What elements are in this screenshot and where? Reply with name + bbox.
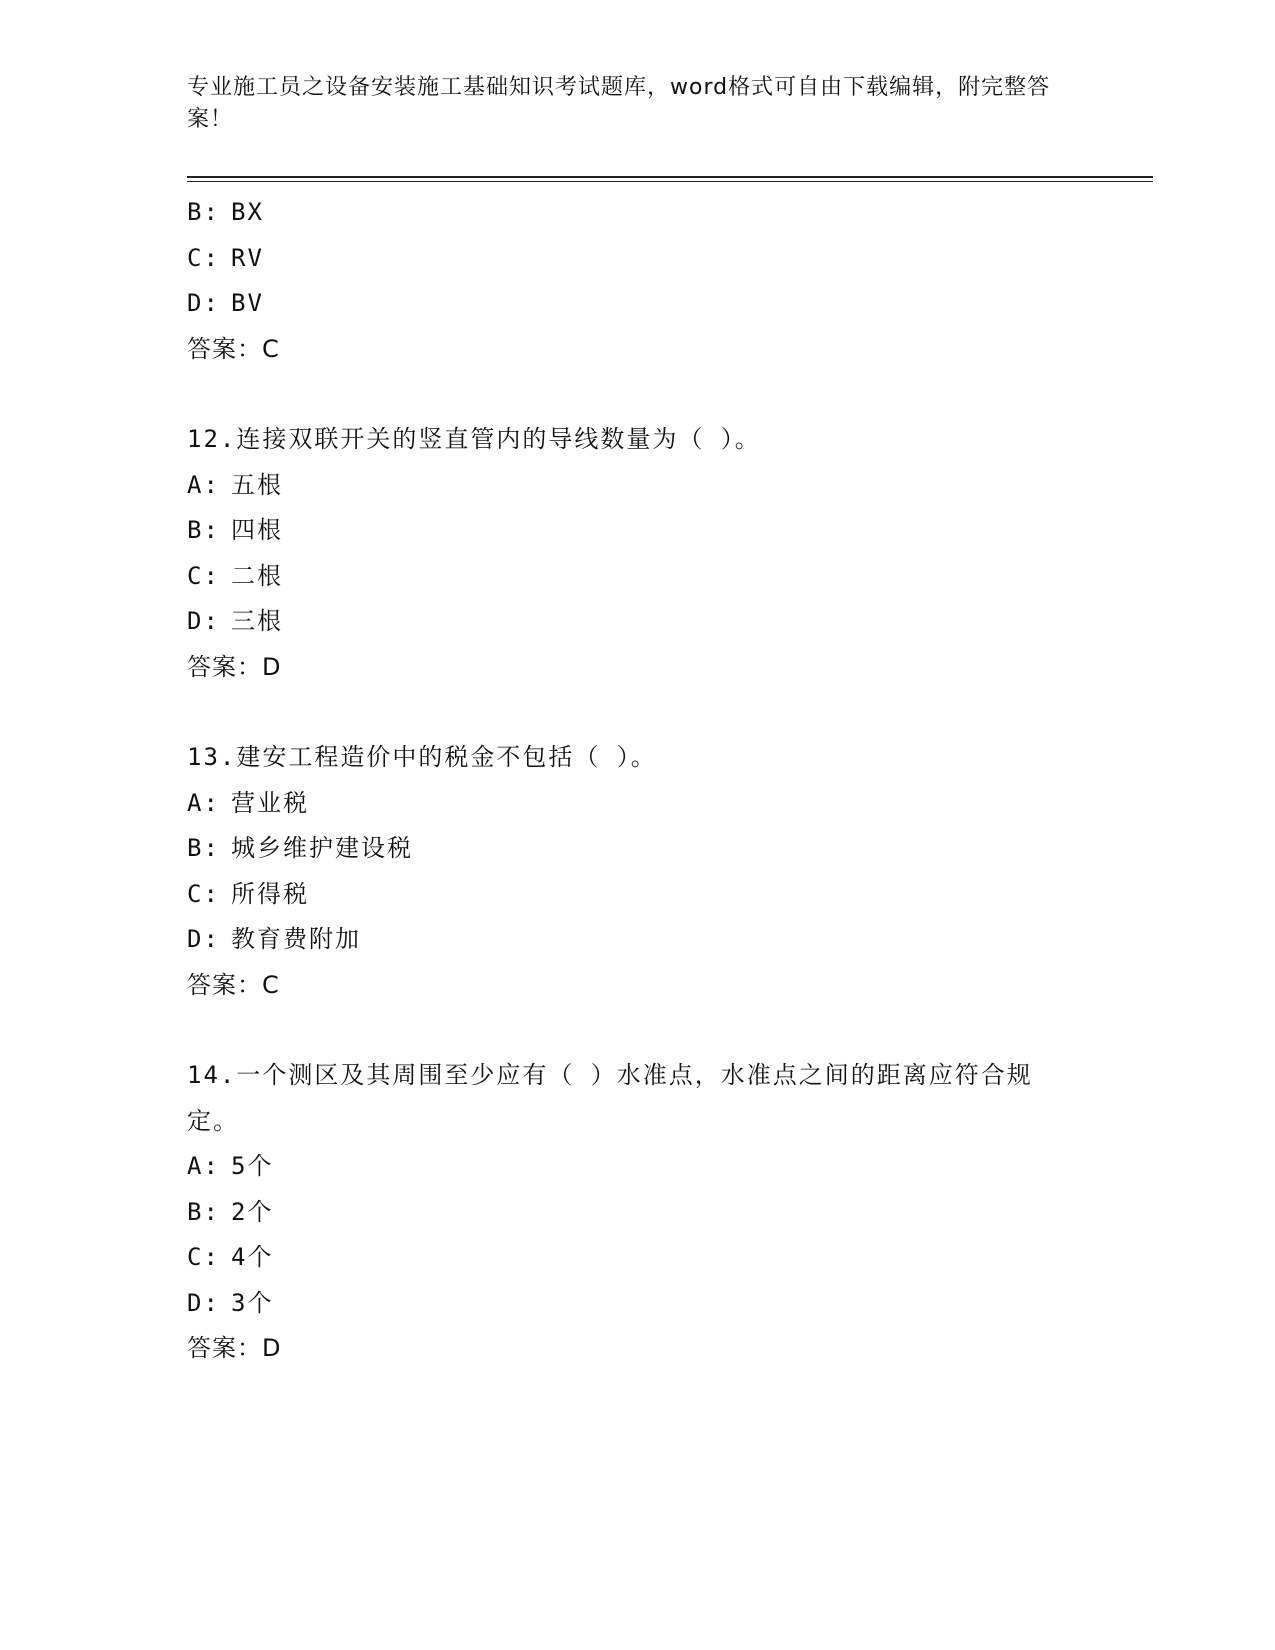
option-text: BV (231, 289, 264, 317)
option-text: 5个 (231, 1152, 274, 1180)
option-d (187, 281, 1087, 327)
option-letter: A: (187, 1152, 220, 1180)
option-text: 营业税 (231, 788, 309, 817)
header-divider-thin (187, 181, 1153, 182)
option-text: 城乡维护建设税 (231, 834, 413, 862)
answer-line: 答案：D (187, 1334, 282, 1362)
option-letter: C: (187, 243, 220, 272)
option-letter: B: (187, 1197, 220, 1226)
option-text: 4个 (231, 1243, 274, 1271)
option-letter: B: (187, 834, 220, 862)
option-c (187, 236, 1087, 282)
option-letter: C: (187, 1243, 220, 1271)
option-a (187, 1144, 1087, 1190)
spacer (187, 690, 1087, 735)
option-letter: C: (187, 879, 220, 908)
option-b (187, 508, 1087, 554)
option-b (187, 190, 1087, 236)
option-a (187, 781, 1087, 827)
option-letter: B: (187, 516, 220, 544)
question-12 (187, 417, 1087, 690)
answer-line: 答案：D (187, 652, 282, 681)
option-letter: A: (187, 788, 220, 817)
question-stem: 14.一个测区及其周围至少应有（ ）水准点，水准点之间的距离应符合规定。 (187, 1061, 1033, 1135)
option-d (187, 1281, 1087, 1327)
question-list (187, 190, 1087, 1372)
option-letter: D: (187, 1288, 220, 1317)
question-13 (187, 735, 1087, 1008)
option-b (187, 1190, 1087, 1236)
header-divider-thick (187, 176, 1153, 178)
option-c (187, 554, 1087, 600)
option-a (187, 463, 1087, 509)
option-c (187, 1235, 1087, 1281)
spacer (187, 1008, 1087, 1053)
option-text: 三根 (231, 607, 283, 635)
answer-line: 答案：C (187, 334, 280, 363)
option-text: 二根 (231, 561, 283, 590)
option-text: RV (231, 243, 264, 272)
option-c (187, 872, 1087, 918)
question-14 (187, 1053, 1087, 1372)
option-letter: B: (187, 198, 220, 226)
option-text: 五根 (231, 470, 283, 499)
option-letter: D: (187, 289, 220, 317)
option-d (187, 599, 1087, 645)
question-stem: 13.建安工程造价中的税金不包括（ ）。 (187, 743, 657, 771)
spacer (187, 372, 1087, 417)
option-letter: C: (187, 561, 220, 590)
answer-line: 答案：C (187, 970, 280, 999)
option-text: BX (231, 198, 264, 226)
option-letter: A: (187, 470, 220, 499)
option-letter: D: (187, 925, 220, 953)
question-11-tail (187, 190, 1087, 372)
option-letter: D: (187, 607, 220, 635)
option-text: 四根 (231, 516, 283, 544)
option-text: 3个 (231, 1288, 274, 1317)
page-header: 专业施工员之设备安装施工基础知识考试题库，word格式可自由下载编辑，附完整答案！ (187, 75, 1051, 132)
option-text: 所得税 (231, 879, 309, 908)
option-b (187, 826, 1087, 872)
option-text: 教育费附加 (231, 925, 361, 953)
question-stem: 12.连接双联开关的竖直管内的导线数量为（ ）。 (187, 425, 761, 453)
option-d (187, 917, 1087, 963)
option-text: 2个 (231, 1197, 274, 1226)
